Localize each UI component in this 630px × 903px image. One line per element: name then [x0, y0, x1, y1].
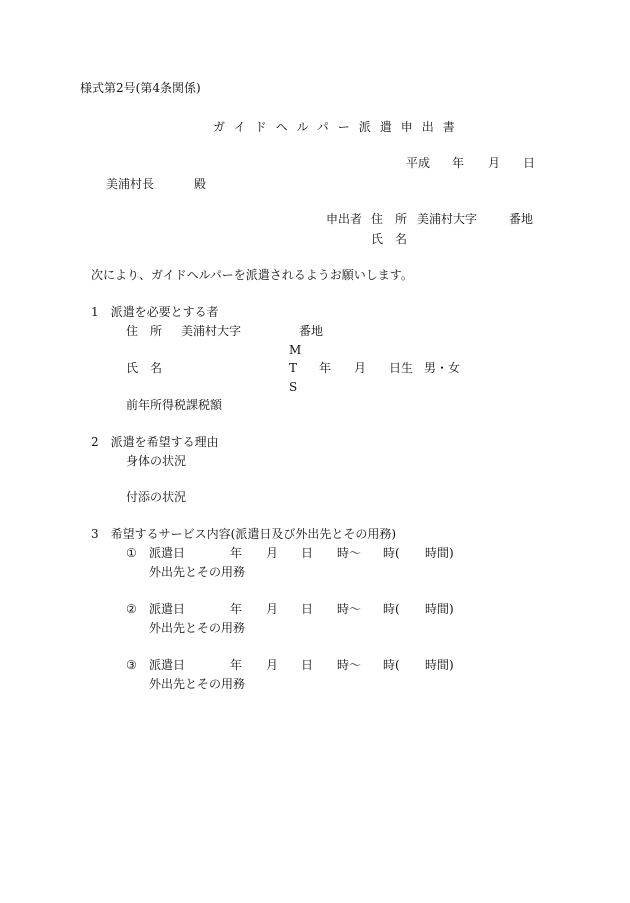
tax-label: 前年所得税課税額 — [126, 398, 223, 412]
dispatch-hours-label: 時間) — [425, 602, 454, 616]
section2-heading: 2 派遣を希望する理由 — [91, 435, 219, 449]
page-title: ガイドヘルパー派遣申出書 — [213, 120, 464, 134]
dispatch-to-label: 時( — [383, 546, 400, 560]
body-status-label: 身体の状況 — [126, 454, 187, 468]
section1-address-value: 美浦村大字 — [181, 324, 242, 338]
birth-day-label: 日生 — [389, 361, 414, 375]
dispatch-from-label: 時～ — [337, 602, 362, 616]
applicant-address-value: 美浦村大字 — [417, 212, 478, 226]
dispatch-year-label: 年 — [230, 546, 243, 560]
item-number: ③ — [126, 658, 137, 672]
addressee-honorific: 殿 — [194, 177, 207, 191]
applicant-label: 申出者 — [326, 212, 363, 226]
dispatch-month-label: 月 — [266, 546, 279, 560]
dispatch-day-label: 日 — [301, 658, 314, 672]
date-month-label: 月 — [488, 156, 501, 170]
birth-year-label: 年 — [319, 361, 332, 375]
dispatch-to-label: 時( — [383, 602, 400, 616]
era-showa: S — [289, 380, 298, 394]
dispatch-month-label: 月 — [266, 658, 279, 672]
attendant-status-label: 付添の状況 — [126, 490, 187, 504]
dispatch-from-label: 時～ — [337, 658, 362, 672]
section1-heading: 1 派遣を必要とする者 — [91, 305, 219, 319]
item-number: ② — [126, 602, 137, 616]
dispatch-hours-label: 時間) — [425, 546, 454, 560]
destination-label: 外出先とその用務 — [149, 677, 246, 691]
applicant-name-label: 氏 名 — [371, 232, 408, 246]
section1-lot-label: 番地 — [299, 324, 324, 338]
birth-month-label: 月 — [354, 361, 367, 375]
date-year-label: 年 — [452, 156, 465, 170]
form-number: 様式第2号(第4条関係) — [80, 81, 201, 95]
dispatch-year-label: 年 — [230, 658, 243, 672]
addressee-name: 美浦村長 — [106, 177, 155, 191]
dispatch-to-label: 時( — [383, 658, 400, 672]
item-number: ① — [126, 546, 137, 560]
section1-address-label: 住 所 — [126, 324, 163, 338]
dispatch-date-label: 派遣日 — [149, 602, 186, 616]
applicant-lot-label: 番地 — [509, 212, 534, 226]
dispatch-day-label: 日 — [301, 602, 314, 616]
gender-options: 男・女 — [424, 361, 461, 375]
section3-heading: 3 希望するサービス内容(派遣日及び外出先とその用務) — [91, 527, 397, 541]
era-taisho: T — [289, 361, 298, 375]
section1-name-label: 氏 名 — [126, 361, 163, 375]
dispatch-from-label: 時～ — [337, 546, 362, 560]
date-era: 平成 — [406, 156, 431, 170]
dispatch-hours-label: 時間) — [425, 658, 454, 672]
dispatch-date-label: 派遣日 — [149, 658, 186, 672]
date-day-label: 日 — [523, 156, 536, 170]
destination-label: 外出先とその用務 — [149, 565, 246, 579]
dispatch-month-label: 月 — [266, 602, 279, 616]
dispatch-date-label: 派遣日 — [149, 546, 186, 560]
intro-text: 次により、ガイドヘルパーを派遣されるようお願いします。 — [91, 268, 413, 282]
era-meiji: M — [289, 343, 302, 357]
applicant-address-label: 住 所 — [371, 212, 408, 226]
dispatch-day-label: 日 — [301, 546, 314, 560]
dispatch-year-label: 年 — [230, 602, 243, 616]
destination-label: 外出先とその用務 — [149, 621, 246, 635]
